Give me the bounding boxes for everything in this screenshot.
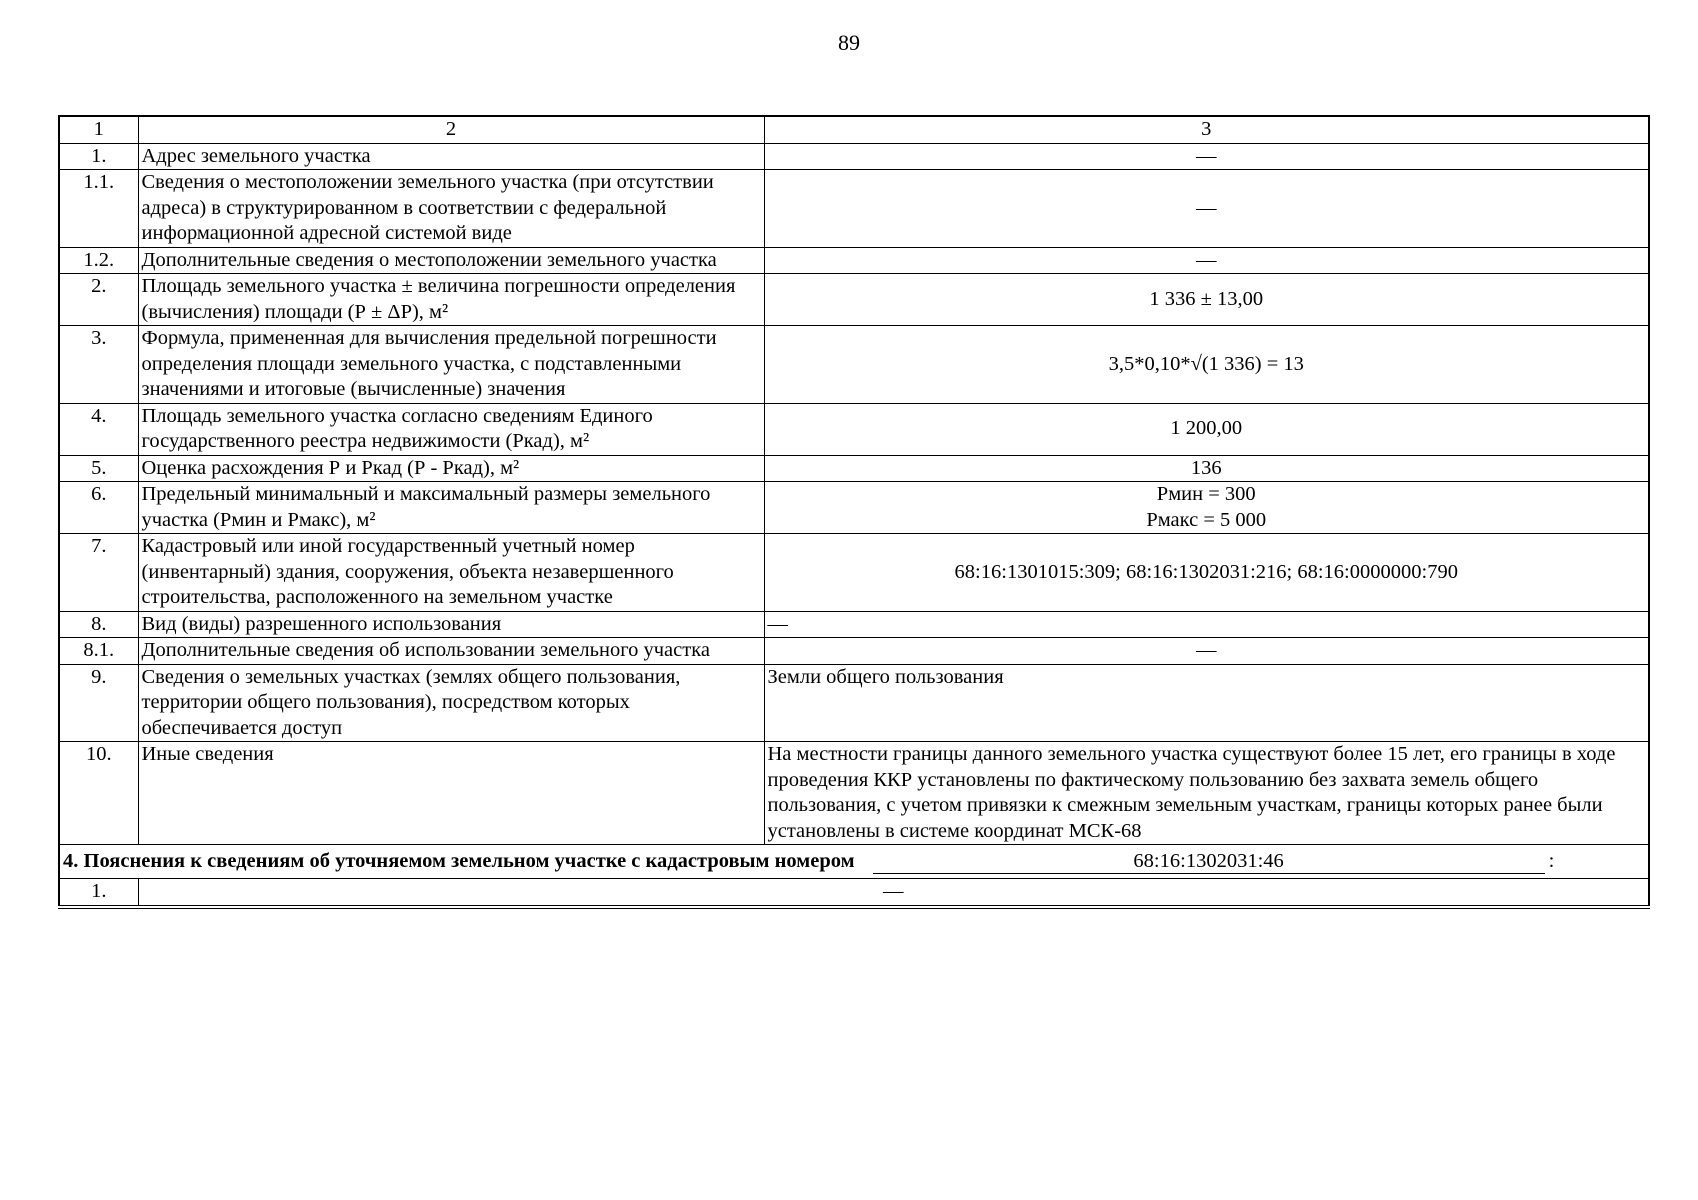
row-number: 1. xyxy=(59,143,138,170)
table-row xyxy=(59,638,1649,665)
table-row xyxy=(59,611,1649,638)
row-value: — xyxy=(138,879,1649,907)
row-label: Вид (виды) разрешенного использования xyxy=(138,611,764,638)
row-label: Площадь земельного участка ± величина погрешности определения (вычисления) площади (Р ± ΔР), м² xyxy=(138,274,764,326)
row-number: 1.2. xyxy=(59,247,138,274)
row-value: 1 336 ± 13,00 xyxy=(764,274,1649,326)
table-row xyxy=(59,534,1649,612)
row-value: 68:16:1301015:309; 68:16:1302031:216; 68:16:0000000:790 xyxy=(764,534,1649,612)
row-number: 1. xyxy=(59,879,138,907)
table-row xyxy=(59,482,1649,534)
row-number: 8.1. xyxy=(59,638,138,665)
section-4-cadastral-number: 68:16:1302031:46 xyxy=(873,849,1545,874)
table-row xyxy=(59,326,1649,404)
row-label: Площадь земельного участка согласно сведениям Единого государственного реестра недвижимости (Ркад), м² xyxy=(138,403,764,455)
row-label: Адрес земельного участка xyxy=(138,143,764,170)
row-value: На местности границы данного земельного участка существуют более 15 лет, его границы в ходе проведения ККР установлены по фактическому пользованию без захвата земель общего пользования, с учетом привязки к смежным земельным участкам, границы которых ранее были установлены в системе координат МСК-68 xyxy=(764,742,1649,845)
row-label: Иные сведения xyxy=(138,742,764,845)
row-value: — xyxy=(764,638,1649,665)
table-row xyxy=(59,274,1649,326)
row-number: 3. xyxy=(59,326,138,404)
row-number: 9. xyxy=(59,664,138,742)
row-label: Оценка расхождения Р и Ркад (Р - Ркад), м² xyxy=(138,455,764,482)
row-value: Земли общего пользования xyxy=(764,664,1649,742)
table-row xyxy=(59,879,1649,907)
row-value: 1 200,00 xyxy=(764,403,1649,455)
row-value: — xyxy=(764,247,1649,274)
row-value: Рмин = 300 Рмакс = 5 000 xyxy=(764,482,1649,534)
table-header-row xyxy=(59,116,1649,143)
row-label: Кадастровый или иной государственный учетный номер (инвентарный) здания, сооружения, объекта незавершенного строительства, расположенного на земельном участке xyxy=(138,534,764,612)
row-value: 3,5*0,10*√(1 336) = 13 xyxy=(764,326,1649,404)
table-row xyxy=(59,170,1649,248)
row-number: 5. xyxy=(59,455,138,482)
row-number: 2. xyxy=(59,274,138,326)
row-number: 4. xyxy=(59,403,138,455)
table-row xyxy=(59,403,1649,455)
row-number: 1.1. xyxy=(59,170,138,248)
table-row xyxy=(59,742,1649,845)
row-label: Предельный минимальный и максимальный размеры земельного участка (Рмин и Рмакс), м² xyxy=(138,482,764,534)
row-number: 7. xyxy=(59,534,138,612)
row-value: — xyxy=(764,170,1649,248)
table-row xyxy=(59,664,1649,742)
row-label: Сведения о местоположении земельного участка (при отсутствии адреса) в структурированном в соответствии с федеральной информационной адресной системой виде xyxy=(138,170,764,248)
row-value: — xyxy=(764,611,1649,638)
header-col-1: 1 xyxy=(59,116,138,143)
section-4-title: 4. Пояснения к сведениям об уточняемом земельном участке с кадастровым номером xyxy=(63,849,855,872)
header-col-2: 2 xyxy=(138,116,764,143)
row-label: Дополнительные сведения о местоположении земельного участка xyxy=(138,247,764,274)
row-label: Сведения о земельных участках (землях общего пользования, территории общего пользования), посредством которых обеспечивается доступ xyxy=(138,664,764,742)
table-row xyxy=(59,455,1649,482)
land-plot-info-table xyxy=(58,115,1650,909)
section-4-colon: : xyxy=(1548,849,1555,872)
table-row xyxy=(59,247,1649,274)
section-4-header-row xyxy=(59,845,1649,879)
row-value: — xyxy=(764,143,1649,170)
table-row xyxy=(59,143,1649,170)
header-col-3: 3 xyxy=(764,116,1649,143)
row-value: 136 xyxy=(764,455,1649,482)
row-label: Формула, примененная для вычисления предельной погрешности определения площади земельного участка, с подставленными значениями и итоговые (вычисленные) значения xyxy=(138,326,764,404)
row-number: 8. xyxy=(59,611,138,638)
row-label: Дополнительные сведения об использовании земельного участка xyxy=(138,638,764,665)
page-number: 89 xyxy=(838,30,860,55)
row-number: 10. xyxy=(59,742,138,845)
section-4-header xyxy=(59,845,1649,879)
row-number: 6. xyxy=(59,482,138,534)
